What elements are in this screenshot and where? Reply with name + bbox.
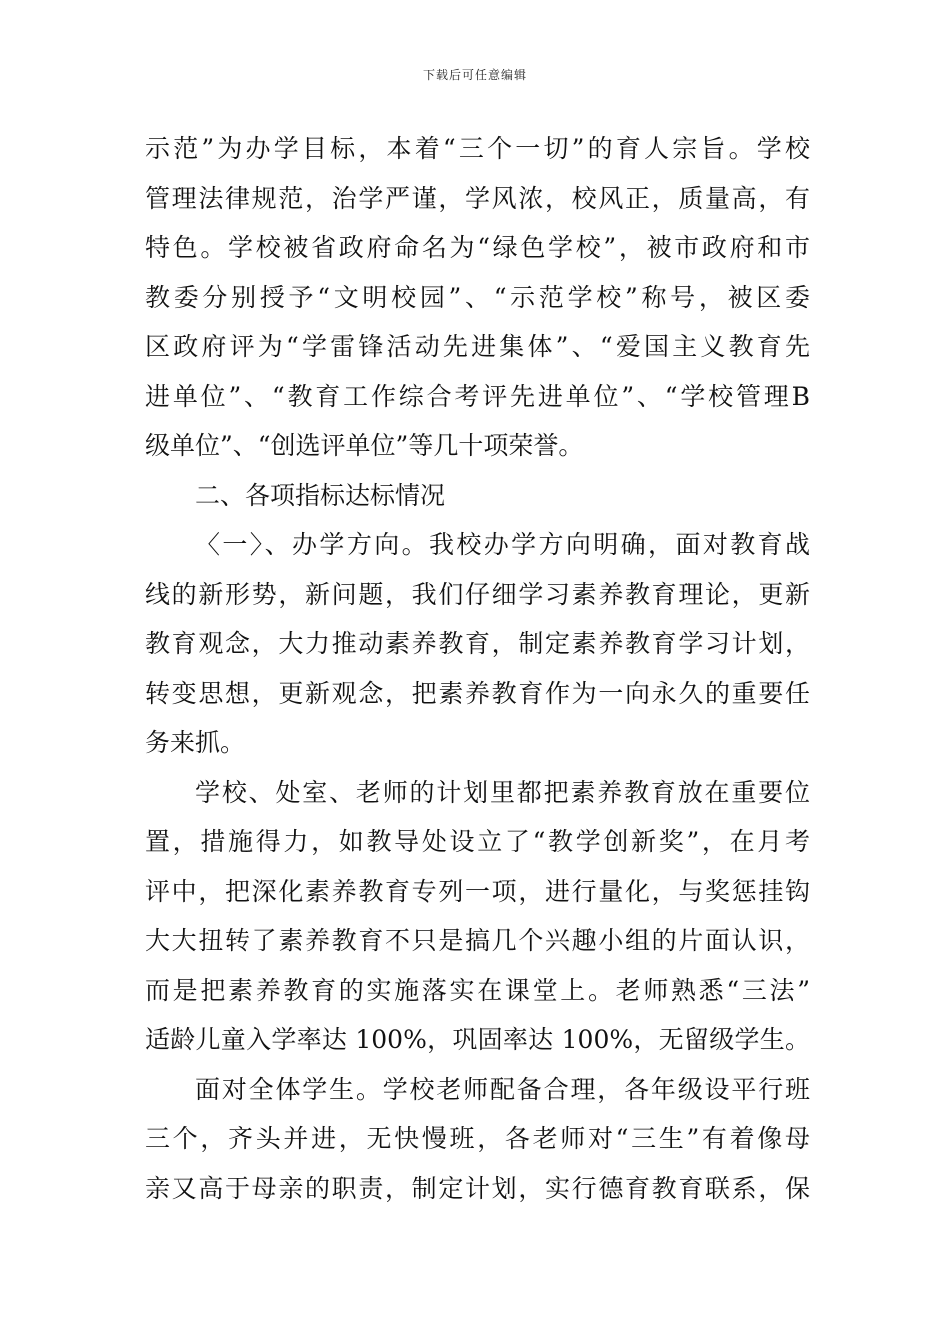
- text-line: 级单位”、“创选评单位”等几十项荣誉。: [145, 431, 584, 460]
- text-line: 管理法律规范，治学严谨，学风浓，校风正，质量高，有: [145, 183, 810, 213]
- text-line: 进单位”、“教育工作综合考评先进单位”、“学校管理B: [145, 381, 810, 411]
- page-header: 下载后可任意编辑: [422, 68, 527, 82]
- text-line: 线的新形势，新问题，我们仔细学习素养教育理论，更新: [145, 579, 810, 609]
- text-line: 大大扭转了素养教育不只是搞几个兴趣小组的片面认识，: [145, 926, 810, 955]
- text-line: 评中，把深化素养教育专列一项，进行量化，与奖惩挂钩: [145, 876, 810, 906]
- text-line: 亲又高于母亲的职责，制定计划，实行德育教育联系，保: [145, 1173, 810, 1203]
- text-line: 区政府评为“学雷锋活动先进集体”、“爱国主义教育先: [145, 332, 810, 361]
- text-line: 〈一〉、办学方向。我校办学方向明确，面对教育战: [195, 530, 810, 559]
- text-line: 教委分别授予“文明校园”、“示范学校”称号，被区委: [145, 282, 810, 312]
- text-line: 学校、处室、老师的计划里都把素养教育放在重要位: [195, 777, 810, 807]
- text-line: 三个，齐头并进，无快慢班，各老师对“三生”有着像母: [145, 1124, 810, 1153]
- section-heading: 二、各项指标达标情况: [195, 480, 446, 510]
- body-text: [145, 124, 810, 1213]
- text-line: 置，措施得力，如教导处设立了“教学创新奖”，在月考: [145, 827, 810, 856]
- text-line: 而是把素养教育的实施落实在课堂上。老师熟悉“三法”: [145, 975, 810, 1005]
- text-line: 面对全体学生。学校老师配备合理，各年级设平行班: [195, 1074, 810, 1104]
- text-line: 特色。学校被省政府命名为“绿色学校”，被市政府和市: [145, 233, 810, 262]
- text-line: 转变思想，更新观念，把素养教育作为一向永久的重要任: [145, 678, 810, 708]
- text-line: 适龄儿童入学率达 100%，巩固率达 100%，无留级学生。: [145, 1025, 810, 1054]
- text-line: 务来抓。: [145, 728, 246, 757]
- text-line: 教育观念，大力推动素养教育，制定素养教育学习计划，: [145, 629, 810, 658]
- text-line: 示范”为办学目标，本着“三个一切”的育人宗旨。学校: [145, 134, 810, 163]
